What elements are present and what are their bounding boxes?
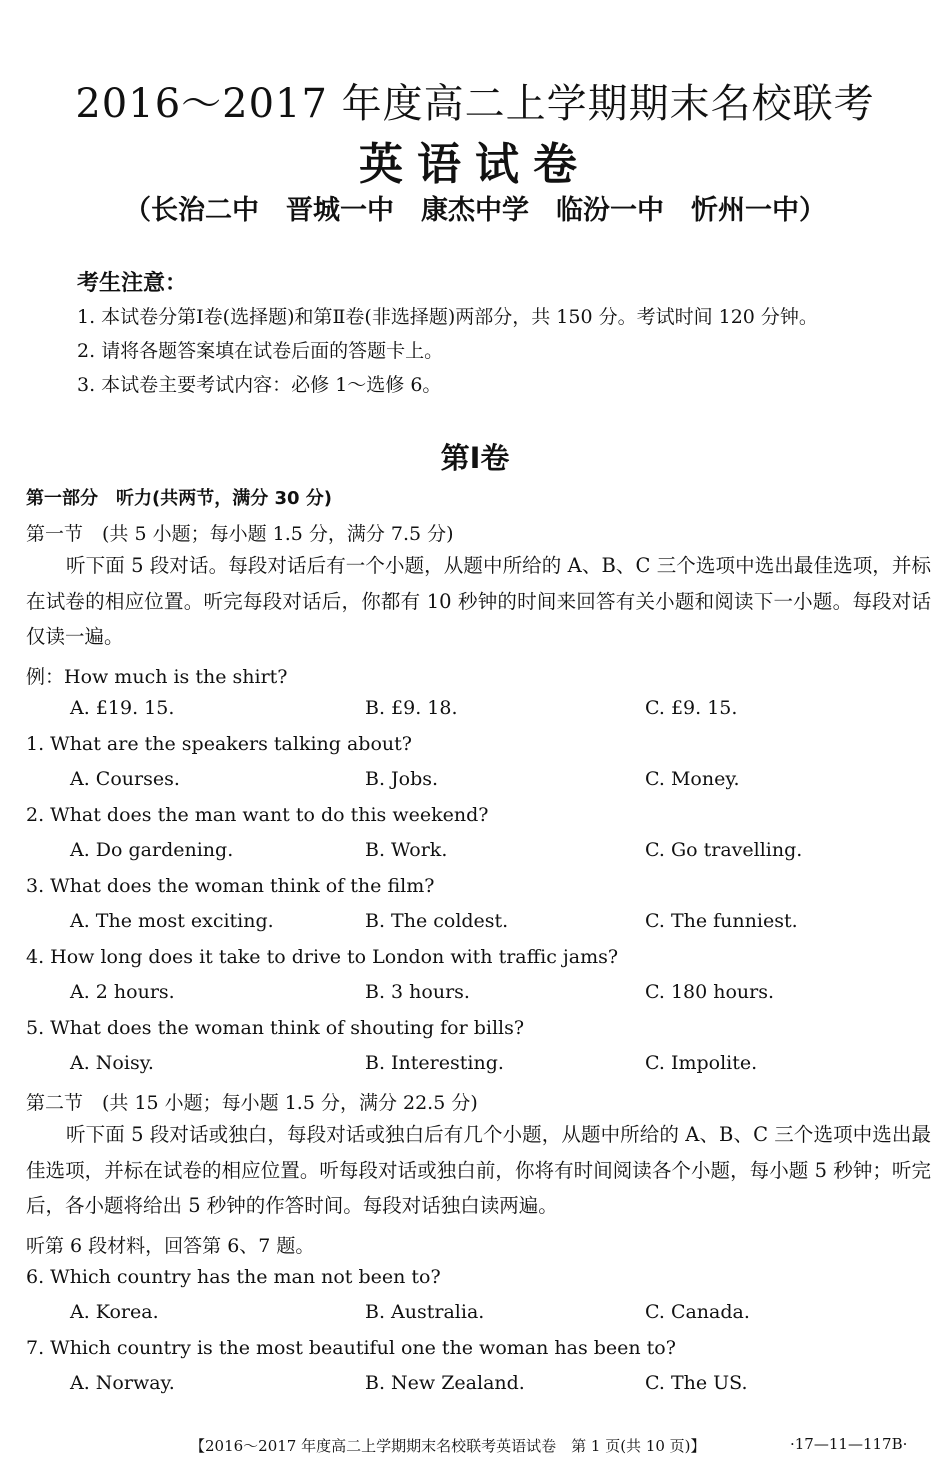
school-list: （长治二中 晋城一中 康杰中学 临汾一中 忻州一中） [124,195,826,226]
section-heading: 第一节 (共 5 小题；每小题 1.5 分，满分 7.5 分) [26,523,454,545]
option-a: A. Noisy. [70,1052,154,1074]
footer-page-info: 【2016～2017 年度高二上学期期末名校联考英语试卷 第 1 页(共 10 页)】 [190,1437,706,1455]
option-b: B. The coldest. [365,910,509,932]
exam-title: 2016～2017 年度高二上学期期末名校联考 [75,81,875,127]
option-c: C. Go travelling. [645,839,803,861]
notice-item: 3. 本试卷主要考试内容：必修 1～选修 6。 [77,374,442,396]
option-c: C. Canada. [645,1301,750,1323]
volume-heading: 第Ⅰ卷 [440,441,510,475]
footer-code: ·17—11—117B· [790,1435,908,1453]
option-a: A. The most exciting. [70,910,274,932]
option-c: C. 180 hours. [645,981,775,1003]
question-text: 7. Which country is the most beautiful one the woman has been to? [26,1337,676,1359]
material-note: 听第 6 段材料，回答第 6、7 题。 [26,1235,315,1257]
question-text: 5. What does the woman think of shouting for bills? [26,1017,525,1039]
option-a: A. Do gardening. [70,839,234,861]
question-text: 6. Which country has the man not been to? [26,1266,441,1288]
option-b: B. Interesting. [365,1052,504,1074]
option-b: B. Australia. [365,1301,485,1323]
option-b: B. £9. 18. [365,697,458,719]
option-c: C. The funniest. [645,910,798,932]
option-a: A. £19. 15. [70,697,175,719]
option-c: C. Money. [645,768,740,790]
option-b: B. New Zealand. [365,1372,525,1394]
option-b: B. Jobs. [365,768,439,790]
part-heading: 第一部分 听力(共两节，满分 30 分) [26,488,333,509]
option-a: A. Korea. [70,1301,159,1323]
question-text: 例：How much is the shirt? [26,666,288,688]
option-c: C. Impolite. [645,1052,758,1074]
question-text: 4. How long does it take to drive to London with traffic jams? [26,946,619,968]
notice-heading: 考生注意： [77,271,188,296]
section-instructions: 听下面 5 段对话。每段对话后有一个小题，从题中所给的 A、B、C 三个选项中选出最佳选项，并标在试卷的相应位置。听完每段对话后，你都有 10 秒钟的时间来回答有关小题和阅读下一小题。每段对话仅读一遍。 [26,554,931,649]
option-a: A. Courses. [70,768,180,790]
option-b: B. 3 hours. [365,981,470,1003]
question-text: 1. What are the speakers talking about? [26,733,412,755]
subject-title: 英语试卷 [359,139,591,190]
option-a: A. Norway. [70,1372,175,1394]
option-a: A. 2 hours. [70,981,175,1003]
option-c: C. The US. [645,1372,748,1394]
notice-item: 1. 本试卷分第Ⅰ卷(选择题)和第Ⅱ卷(非选择题)两部分，共 150 分。考试时间 120 分钟。 [77,306,818,328]
option-c: C. £9. 15. [645,697,738,719]
question-text: 3. What does the woman think of the film? [26,875,435,897]
section-instructions: 听下面 5 段对话或独白，每段对话或独白后有几个小题，从题中所给的 A、B、C 三个选项中选出最佳选项，并标在试卷的相应位置。听每段对话或独白前，你将有时间阅读各个小题，每小题 5 秒钟；听完后，各小题将给出 5 秒钟的作答时间。每段对话独白读两遍。 [26,1123,931,1218]
question-text: 2. What does the man want to do this weekend? [26,804,489,826]
notice-item: 2. 请将各题答案填在试卷后面的答题卡上。 [77,340,444,362]
section-heading: 第二节 (共 15 小题；每小题 1.5 分，满分 22.5 分) [26,1092,478,1114]
option-b: B. Work. [365,839,448,861]
